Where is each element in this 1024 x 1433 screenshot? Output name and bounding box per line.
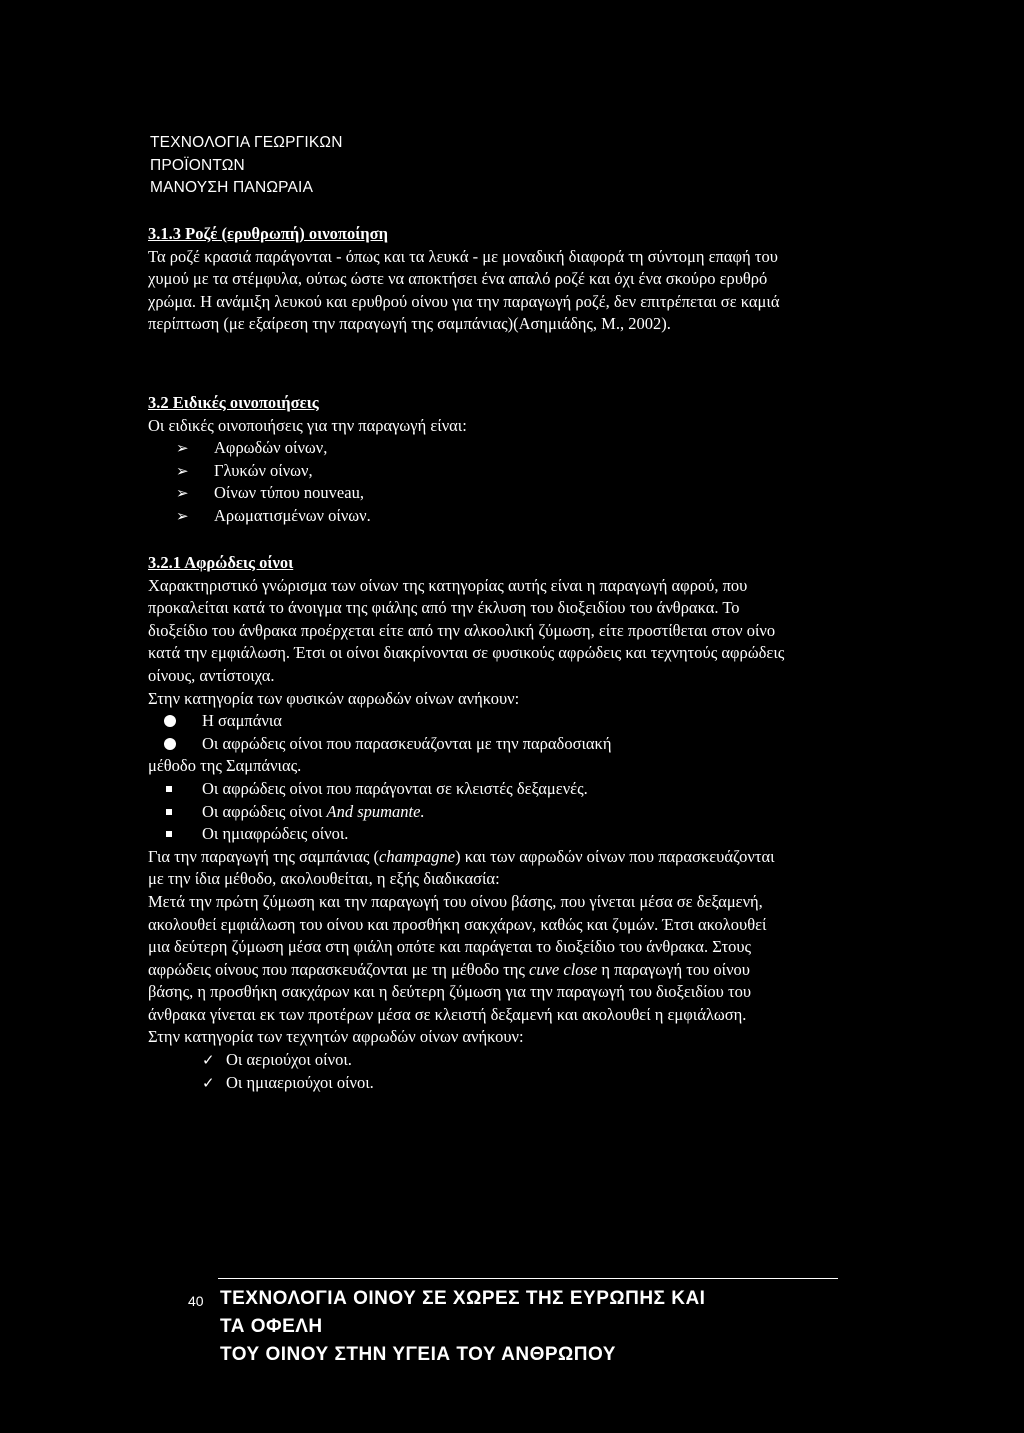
section-3-2-1 (148, 552, 788, 1094)
square-bullet-icon (166, 831, 172, 837)
section-heading: 3.2 Ειδικές οινοποιήσεις (148, 393, 319, 412)
section-heading: 3.2.1 Αφρώδεις οίνοι (148, 553, 294, 572)
list-item: ➢ Οίνων τύπου nouveau, (176, 482, 788, 505)
square-list (148, 778, 788, 846)
list-item: ✓ Οι αεριούχοι οίνοι. (202, 1049, 788, 1072)
arrow-bullet-icon: ➢ (176, 461, 189, 480)
list-item: ➢ Γλυκών οίνων, (176, 460, 788, 483)
arrow-bullet-icon: ➢ (176, 439, 189, 458)
check-icon: ✓ (202, 1073, 215, 1092)
list-item: Οι αφρώδεις οίνοι And spumante. (164, 801, 788, 824)
dot-list (148, 710, 788, 755)
check-icon: ✓ (202, 1051, 215, 1070)
paragraph: μέθοδο της Σαμπάνιας. (148, 756, 302, 776)
square-bullet-icon (166, 809, 172, 815)
paragraph: Στην κατηγορία των φυσικών αφρωδών οίνων ανήκουν: (148, 688, 520, 708)
paragraph: Στην κατηγορία των τεχνητών αφρωδών οίνων ανήκουν: (148, 1027, 524, 1047)
round-bullet-icon (164, 715, 176, 727)
list-item: ➢ Αρωματισμένων οίνων. (176, 505, 788, 528)
paragraph: Χαρακτηριστικό γνώρισμα των οίνων της κατηγορίας αυτής είναι η παραγωγή αφρού, που προκαλείται κατά το άνοιγμα της φιάλης από την έκλυση του διοξειδίου του άνθρακα. Το διοξείδιο του άνθρακα προέρχεται είτε από την αλκοολική ζύμωση, είτε προστίθεται στον οίνο κατά την εμφιάλωση. Έτσι οι οίνοι διακρίνονται σε φυσικούς αφρώδεις και τεχνητούς αφρώδεις οίνους, αντίστοιχα. (148, 575, 785, 685)
paragraph: Τα ροζέ κρασιά παράγονται - όπως και τα λευκά - με μοναδική διαφορά τη σύντομη επαφή του χυμού με τα στέμφυλα, ούτως ώστε να αποκτήσει ένα απαλό ροζέ και όχι ένα σκούρο ερυθρό χρώμα. Η ανάμιξη λευκού και ερυθρού οίνου για την παραγωγή ροζέ, δεν επιτρέπεται σε καμιά περίπτωση (με εξαίρεση την παραγωγή της σαμπάνιας)(Ασημιάδης, Μ., 2002). (148, 246, 780, 334)
header-line-2: ΠΡΟΪΟΝΤΩΝ (150, 156, 245, 174)
arrow-bullet-icon: ➢ (176, 506, 189, 525)
header-line-3: ΜΑΝΟΥΣΗ ΠΑΝΩΡΑΙΑ (150, 179, 314, 196)
arrow-list (148, 437, 788, 527)
page-footer (220, 1285, 840, 1369)
footer-line-3: ΤΟΥ ΟΙΝΟΥ ΣΤΗΝ ΥΓΕΙΑ ΤΟΥ ΑΝΘΡΩΠΟΥ (220, 1344, 616, 1365)
list-item: Η σαμπάνια (164, 710, 788, 733)
footer-line-2: ΤΑ ΟΦΕΛΗ (220, 1316, 323, 1337)
header-line-1: ΤΕΧΝΟΛΟΓΙΑ ΓΕΩΡΓΙΚΩΝ (150, 134, 343, 151)
section-3-2 (148, 392, 788, 528)
paragraph: Για την παραγωγή της σαμπάνιας (champagne) και των αφρωδών οίνων που παρασκευάζονται με την ίδια μέθοδο, ακολουθείται, η εξής διαδικασία: (148, 846, 775, 889)
square-bullet-icon (166, 786, 172, 792)
paragraph: Μετά την πρώτη ζύμωση και την παραγωγή του οίνου βάσης, που γίνεται μέσα σε δεξαμενή, ακολουθεί εμφιάλωση του οίνου και προσθήκη σακχάρων, καθώς και ζυμών. Έτσι ακολουθεί μια δεύτερη ζύμωση μέσα στη φιάλη οπότε και παράγεται το διοξείδιο του άνθρακα. Στους αφρώδεις οίνους που παρασκευάζονται με τη μέθοδο της cuve close η παραγωγή του οίνου βάσης, η προσθήκη σακχάρων και η δεύτερη ζύμωση για την παραγωγή του διοξειδίου του άνθρακα γίνεται εκ των προτέρων μέσα σε κλειστή δεξαμενή και ακολουθεί η εμφιάλωση. (148, 891, 767, 1024)
section-3-1-3 (148, 223, 788, 336)
section-heading: 3.1.3 Ροζέ (ερυθρωπή) οινοποίηση (148, 224, 389, 243)
list-item: Οι αφρώδεις οίνοι που παράγονται σε κλειστές δεξαμενές. (164, 778, 788, 801)
arrow-bullet-icon: ➢ (176, 484, 189, 503)
footer-rule (218, 1278, 838, 1279)
check-list (148, 1049, 788, 1094)
list-item: ✓ Οι ημιαεριούχοι οίνοι. (202, 1072, 788, 1095)
paragraph: Οι ειδικές οινοποιήσεις για την παραγωγή είναι: (148, 415, 467, 435)
page-number: 40 (188, 1293, 204, 1309)
page-header (150, 132, 343, 200)
footer-line-1: ΤΕΧΝΟΛΟΓΙΑ ΟΙΝΟΥ ΣΕ ΧΩΡΕΣ ΤΗΣ ΕΥΡΩΠΗΣ ΚΑΙ (220, 1288, 706, 1309)
list-item: Οι ημιαφρώδεις οίνοι. (164, 823, 788, 846)
round-bullet-icon (164, 738, 176, 750)
list-item: ➢ Αφρωδών οίνων, (176, 437, 788, 460)
list-item: Οι αφρώδεις οίνοι που παρασκευάζονται με την παραδοσιακή (164, 733, 788, 756)
